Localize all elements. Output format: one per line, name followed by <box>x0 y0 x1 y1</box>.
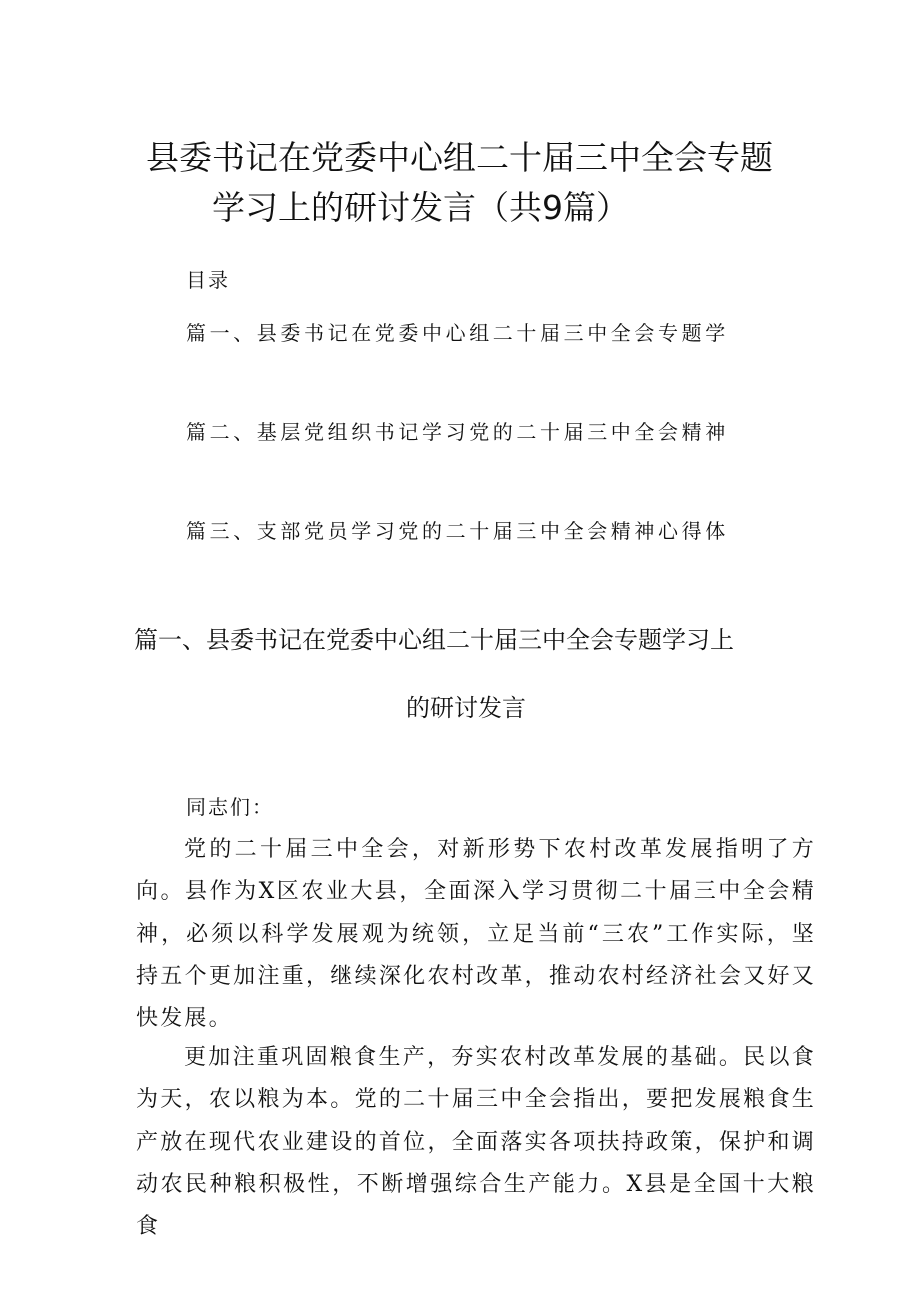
toc-item[interactable]: 篇二、基层党组织书记学习党的二十届三中全会精神 <box>186 420 729 444</box>
toc-item[interactable]: 篇一、县委书记在党委中心组二十届三中全会专题学 <box>186 321 729 345</box>
toc-heading: 目录 <box>186 268 230 292</box>
salutation: 同志们： <box>186 795 274 819</box>
document-title-line-2: 学习上的研讨发言（共9篇） <box>212 188 629 227</box>
toc-item[interactable]: 篇三、支部党员学习党的二十届三中全会精神心得体 <box>186 519 729 543</box>
section-title-line-2: 的研讨发言 <box>406 694 526 722</box>
section-title-line-1: 篇一、县委书记在党委中心组二十届三中全会专题学习上 <box>134 626 734 654</box>
body-paragraph: 更加注重巩固粮食生产，夯实农村改革发展的基础。民以食为天，农以粮为本。党的二十届三中全会指出，要把发展粮食生产放在现代农业建设的首位，全面落实各项扶持政策，保护和调动农民种粮积极性，不断增强综合生产能力。X县是全国十大粮食 <box>136 1045 816 1240</box>
body-paragraph: 党的二十届三中全会，对新形势下农村改革发展指明了方向。县作为X区农业大县，全面深入学习贯彻二十届三中全会精神，必须以科学发展观为统领，立足当前“三农”工作实际，坚持五个更加注重，继续深化农村改革，推动农村经济社会又好又快发展。 <box>136 837 816 1032</box>
document-title-line-1: 县委书记在党委中心组二十届三中全会专题 <box>146 138 773 177</box>
